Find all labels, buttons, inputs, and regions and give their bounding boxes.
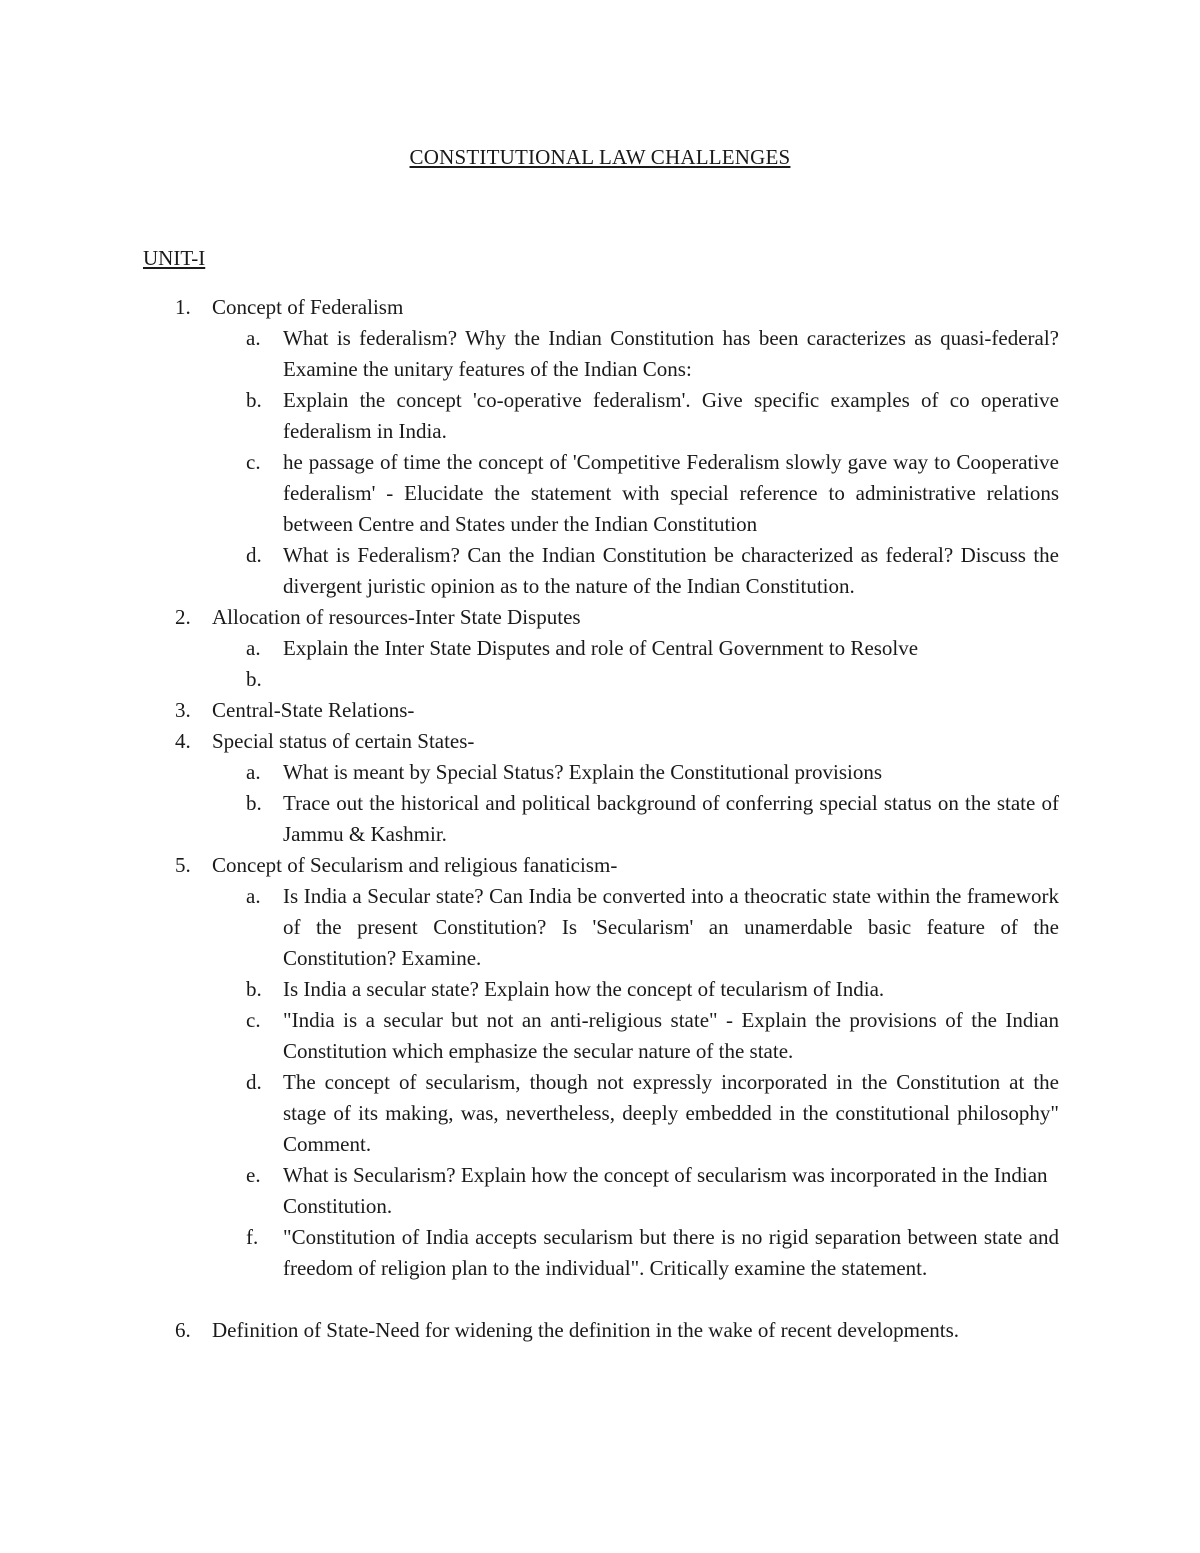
topic-item [143,850,1059,1284]
topic-number: 1. [175,295,191,319]
question-sublist [212,633,1059,695]
topic-item [143,695,1059,726]
topic-number: 6. [175,1318,191,1342]
question-item [143,633,1059,664]
question-sublist [212,881,1059,1284]
topic-title: Allocation of resources-Inter State Disputes [212,605,581,629]
topic-title: Central-State Relations- [212,698,415,722]
question-item [143,540,1059,602]
question-letter: d. [246,1070,262,1094]
question-text: Explain the Inter State Disputes and role of Central Government to Resolve [283,636,919,660]
question-text: What is Federalism? Can the Indian Constitution be characterized as federal? Discuss the divergent juristic opinion as to the nature of the Indian Constitution. [283,543,1059,598]
question-letter: b. [246,667,262,691]
question-item [143,447,1059,540]
question-item [143,1067,1059,1160]
question-sublist [212,757,1059,850]
question-letter: a. [246,884,261,908]
topic-item [143,292,1059,602]
question-item [143,881,1059,974]
question-item [143,974,1059,1005]
question-text: "Constitution of India accepts secularism but there is no rigid separation between state and freedom of religion plan to the individual". Critically examine the statement. [283,1225,1059,1280]
question-letter: c. [246,450,261,474]
question-sublist [212,323,1059,602]
question-item [143,788,1059,850]
topic-number: 2. [175,605,191,629]
question-letter: e. [246,1163,261,1187]
unit-heading: UNIT-I [143,246,206,270]
topic-item [143,726,1059,850]
topic-number: 5. [175,853,191,877]
question-item [143,664,1059,695]
topic-list [143,292,1059,1346]
question-text: What is meant by Special Status? Explain the Constitutional provisions [283,760,883,784]
question-item [143,385,1059,447]
topic-number: 3. [175,698,191,722]
question-letter: a. [246,760,261,784]
topic-number: 4. [175,729,191,753]
question-item [143,1160,1059,1222]
topic-item [143,602,1059,695]
question-item [143,1005,1059,1067]
question-text [213,664,1059,695]
question-text: he passage of time the concept of 'Competitive Federalism slowly gave way to Cooperative federalism' - Elucidate the statement with special reference to administrative relations between Centre and States under the Indian Constitution [283,450,1059,536]
question-text: Trace out the historical and political background of conferring special status on the state of Jammu & Kashmir. [283,791,1059,846]
question-letter: f. [246,1225,259,1249]
question-item [143,1222,1059,1284]
question-text: Is India a Secular state? Can India be converted into a theocratic state within the framework of the present Constitution? Is 'Secularism' an unamerdable basic feature of the Constitution? Examine. [283,884,1059,970]
question-text: Is India a secular state? Explain how the concept of tecularism of India. [283,977,885,1001]
question-letter: a. [246,326,261,350]
question-letter: a. [246,636,261,660]
spacer [143,1284,1059,1315]
document-title: CONSTITUTIONAL LAW CHALLENGES [409,145,791,169]
question-text: The concept of secularism, though not expressly incorporated in the Constitution at the stage of its making, was, nevertheless, deeply embedded in the constitutional philosophy" Comment. [283,1070,1059,1156]
topic-title: Definition of State-Need for widening the definition in the wake of recent developments. [212,1318,960,1342]
question-text: "India is a secular but not an anti-religious state" - Explain the provisions of the Indian Constitution which emphasize the secular nature of the state. [283,1008,1059,1063]
question-item [143,323,1059,385]
question-item [143,757,1059,788]
question-letter: d. [246,543,262,567]
question-text: What is Secularism? Explain how the concept of secularism was incorporated in the Indian Constitution. [283,1163,1048,1218]
question-text: Explain the concept 'co-operative federalism'. Give specific examples of co operative federalism in India. [283,388,1059,443]
question-letter: c. [246,1008,261,1032]
question-letter: b. [246,388,262,412]
question-letter: b. [246,791,262,815]
topic-title: Concept of Secularism and religious fanaticism- [212,853,618,877]
topic-title: Concept of Federalism [212,295,404,319]
question-list [143,292,1059,1346]
topic-title: Special status of certain States- [212,729,475,753]
question-text: What is federalism? Why the Indian Constitution has been caracterizes as quasi-federal? Examine the unitary features of the Indian Cons: [283,326,1059,381]
topic-item [143,1315,1059,1346]
question-letter: b. [246,977,262,1001]
